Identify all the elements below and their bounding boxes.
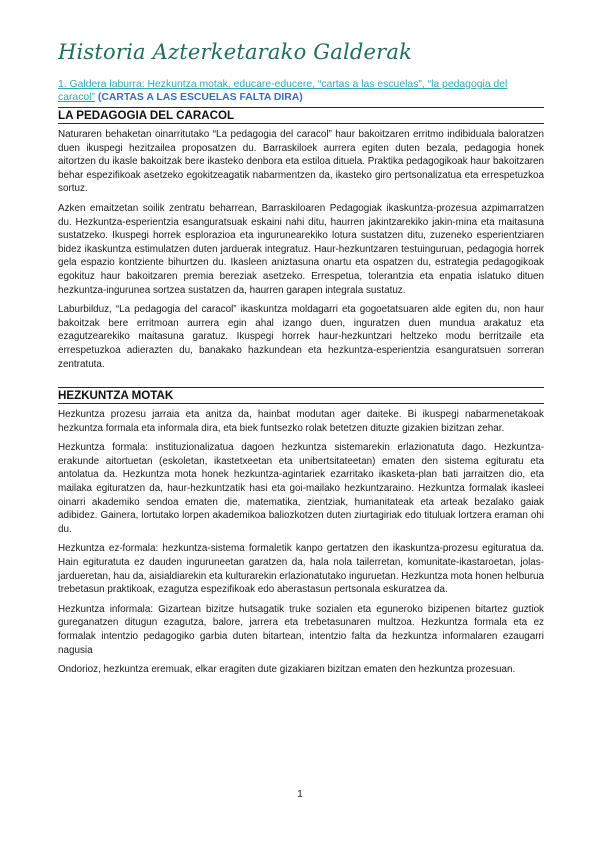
- paragraph: Hezkuntza informala: Gizartean bizitze hutsagatik truke sozialen eta eguneroko bizipenen bitartez guztiok gureganatzen ditugun ezagutza, balore, jarrera eta trebetasunaren multzoa. Hezkuntza formala eta ez formalak intentzio pedagogiko garbia duten bitartean, intentzio falta da hezkuntza informalaren ezaugarri nagusia: [58, 603, 544, 656]
- question-line: [58, 78, 544, 104]
- page-number: 1: [297, 789, 303, 800]
- paragraph: Hezkuntza ez-formala: hezkuntza-sistema formaletik kanpo gertatzen den ikaskuntza-prozesu egituratua da. Hain egituratuta ez dauden inguruneetan garatzen da, hala nola tailerretan, komunitate-ikastaroetan, jolas-jardueretan, hau da, aisialdiarekin eta kulturarekin erlazionatutako inguruetan. Hezkuntza mota honen helburua trebetasun praktikoak, ezagutza espezifikoak edo aberastasun pertsonala eskuratzea da.: [58, 543, 544, 596]
- question-note: (CARTAS A LAS ESCUELAS FALTA DIRA): [97, 92, 303, 103]
- section-heading-pedagogia: LA PEDAGOGIA DEL CARACOL: [58, 107, 544, 124]
- paragraph: Ondorioz, hezkuntza eremuak, elkar eragiten dute gizakiaren bizitzan ematen den hezkuntza prozesuan.: [58, 664, 516, 676]
- paragraph: Hezkuntza prozesu jarraia eta anitza da, hainbat modutan ager daiteke. Bi ikuspegi nabarmenetakoak hezkuntza formala eta informala dira, eta biek funtsezko rolak betetzen dituzte gizakien bizitzan zehar.: [58, 409, 544, 434]
- document-title: Historia Azterketarako Galderak: [58, 40, 413, 64]
- section-heading-hezkuntza-motak: HEZKUNTZA MOTAK: [58, 387, 544, 404]
- question-link[interactable]: 1. Galdera laburra: Hezkuntza motak, educare-educere, “cartas a las escuelas”, “la pedagogia del caracol”: [58, 79, 508, 103]
- paragraph: Naturaren behaketan oinarritutako “La pedagogia del caracol” haur bakoitzaren erritmo indibiduala baloratzen duen ikuspegi hezitzailea proposatzen du. Barraskiloek aurrera egiten duten bezala, pedagogia honek aitortzen du ikasle bakoitzak bere ikasteko denbora eta estiloa dituela. Praktika pedagogikoak haur bakoitzaren behar espezifikoak asetzeko egokitzeagatik nabarmentzen da, ikasteko giro pertsonalizatua eta errespetuzkoa sortuz.: [58, 129, 544, 195]
- document-page: [58, 30, 544, 683]
- paragraph: Azken emaitzetan soilik zentratu beharrean, Barraskiloaren Pedagogiak ikaskuntza-prozesua azpimarratzen du. Hezkuntza-esperientzia esanguratsuak eskaini nahi ditu, haurren jakintzarekiko jakin-mina eta maitasuna sustatzeko. Ikuspegi horrek esplorazioa eta ingurunearekiko lotura sustatzen ditu, zuzeneko esperientziaren bidez ikaskuntza estimulatzen duten jarduerak integratuz. Haur-hezkuntzaren testuinguruan, pedagogia horrek gela espazio kontziente bihurtzen du. Ikasleen aniztasuna onartu eta ospatzen du, estrategia pedagogikoak egokituz haur bakoitzaren premia bereziak asetzeko. Errespetua, tolerantzia eta enpatia islatuko dituen hezkuntza-ingurunea sortzea sustatzen da, haurren garapen integrala sustatuz.: [58, 202, 544, 296]
- paragraph: Hezkuntza formala: instituzionalizatua dagoen hezkuntza sistemarekin erlazionatuta dago. Hezkuntza-erakunde aitortuetan (eskoletan, ikastetxeetan eta unibertsitateetan) ematen den sistema egituratu eta antolatua da. Hezkuntza mota honek hezkuntza-agintariek ezarritako ikasketa-plan bati jarraitzen dio, eta mailaka egituratzen da, haur-hezkuntzatik hasi eta goi-mailako hezkuntzaraino. Hezkuntza formalak ikasleei oinarri akademiko sendoa ematen die, matematika, zientziak, humanitateak eta arteak bezalako gaiak adibidez. Gainera, lortutako lorpen akademikoa baliozkotzen duten ziurtagiriak edo tituluak lortzera eraman ohi du.: [58, 442, 544, 535]
- paragraph: Laburbilduz, “La pedagogia del caracol” ikaskuntza moldagarri eta gogoetatsuaren alde egiten du, non haur bakoitzak bere erritmoan aurrera egin ahal izango duen, inguratzen duen mundua arakatuz eta ezagutzearekiko maitasuna garatuz. Ikuspegi horrek haur-hezkuntzari heltzeko modu berritzaile eta errespetuzkoa adierazten du, banakako hazkundean eta hezkuntza-esperientzia esanguratsuen sorreran zentratuta.: [58, 304, 544, 370]
